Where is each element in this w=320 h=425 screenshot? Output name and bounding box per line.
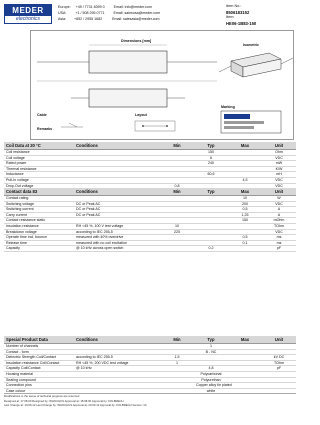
table-cell: 0,5 [228, 207, 262, 213]
item-no-label: Item No.: [226, 4, 242, 8]
table-cell: Case colour [4, 388, 74, 394]
column-header: Max [228, 336, 262, 344]
footer-line: Last Change at: 19.09.12 Last Change by: WHOCHUS Approval at: 20.09.12 Approval by: KOLBRECH Version: 10 [4, 403, 147, 407]
table-header-row [4, 142, 296, 150]
table-row [4, 246, 296, 252]
table-cell: 0,1 [228, 240, 262, 246]
table-cell: according to IEC 255-5 [74, 355, 160, 361]
column-header: Max [228, 188, 262, 196]
contact-region: Europe: [58, 5, 71, 9]
table-cell: 10 [228, 196, 262, 202]
table-cell: pF [262, 246, 296, 252]
table-cell: VDC [262, 183, 296, 189]
table-cell: 60,6 [194, 172, 228, 178]
column-header: Unit [262, 188, 296, 196]
table-cell: 4,8 [194, 366, 228, 372]
table-cell: 150 [194, 150, 228, 156]
contact-phone: +49 / 7731 8399 0 [75, 5, 105, 9]
table-cell: Housing material [4, 371, 74, 377]
table-cell [160, 246, 194, 252]
table-cell: 10 [160, 223, 194, 229]
table-cell: mH [262, 172, 296, 178]
table-cell: VDC [262, 177, 296, 183]
table-cell: RH <45 %, 200 VDC test voltage [74, 360, 160, 366]
table-cell: Number of channels [4, 344, 74, 350]
table-cell: @ 10 kHz [74, 366, 160, 372]
column-header: Min [160, 336, 194, 344]
layout-label: Layout [135, 113, 147, 117]
meder-logo [4, 4, 52, 24]
table-cell: mOhm [262, 218, 296, 224]
table-cell: DC or Peak AC [74, 207, 160, 213]
table-cell: kV DC [262, 355, 296, 361]
table-cell: Drop-Out voltage [4, 183, 74, 189]
contact-row-asia [58, 16, 159, 22]
layout-schematic [135, 121, 175, 131]
table-cell: A [262, 207, 296, 213]
table-cell: Release time [4, 240, 74, 246]
table-cell: Contact resistance static [4, 218, 74, 224]
column-header: Unit [262, 336, 296, 344]
column-header: Conditions [74, 336, 160, 344]
table-cell: Copper alloy tin plated [196, 383, 232, 388]
column-header: Coil Data at 20 °C [4, 142, 74, 150]
table-cell: A [262, 212, 296, 218]
drawing-svg [31, 31, 293, 139]
table-cell: Rated power [4, 161, 74, 167]
table-cell: Connection pins [4, 383, 74, 389]
technical-drawing [30, 30, 294, 140]
table-cell: DC or Peak AC [74, 201, 160, 207]
table-cell: Insulation resistance [4, 223, 74, 229]
table-header-row [4, 188, 296, 196]
table-cell: DC or Peak AC [74, 212, 160, 218]
table-cell: Breakdown voltage [4, 229, 74, 235]
table-cell: 0,2 [194, 246, 228, 252]
table-cell: TOhm [262, 360, 296, 366]
column-header: Special Product Data [4, 336, 74, 344]
contact-email[interactable]: salesasia@meder.com [123, 17, 160, 21]
table-cell: 0,8 [160, 183, 194, 189]
table-cell: 200 [228, 201, 262, 207]
column-header: Typ [194, 336, 228, 344]
contact-phone: +852 / 2955 1682 [74, 17, 103, 21]
table-cell: W [262, 196, 296, 202]
schematic-symbol [61, 123, 83, 127]
coil-data-table [4, 142, 296, 189]
footer-line: Modifications in the sense of technical progress are reserved [4, 394, 80, 398]
column-header: Min [160, 188, 194, 196]
table-cell: white [194, 388, 228, 394]
table-cell: Ohm [262, 150, 296, 156]
table-cell: Polyurethan [194, 377, 228, 383]
item-info [226, 4, 296, 26]
table-cell: Thermal resistance [4, 166, 74, 172]
marking-box [221, 111, 281, 133]
table-cell: @ 10 kHz across open switch [74, 246, 160, 252]
contact-email-label: Email: [113, 11, 124, 15]
table-cell: measured with no coil excitation [74, 240, 160, 246]
logo-text: MEDER [5, 5, 51, 16]
column-header: Contact data 83 [4, 188, 74, 196]
table-cell: Switching voltage [4, 201, 74, 207]
contact-phone: +1 / 508 295 0771 [75, 11, 105, 15]
table-cell: Dielectric Strength Coil/Contact [4, 355, 74, 361]
contact-region: USA: [58, 11, 67, 15]
table-cell: VDC [262, 229, 296, 235]
table-cell: 225 [160, 229, 194, 235]
isometric-view [219, 53, 293, 77]
table-cell: Polycarbonat [194, 371, 228, 377]
contact-email-label: Email: [113, 5, 124, 9]
table-cell [228, 246, 262, 252]
table-cell: Carry current [4, 212, 74, 218]
table-cell: ms [262, 240, 296, 246]
table-cell: K/W [262, 166, 296, 172]
contact-email[interactable]: salesusa@meder.com [124, 11, 161, 15]
table-cell: VDC [262, 155, 296, 161]
table-cell: Sealing compound [4, 377, 74, 383]
isometric-label: Isometric [243, 43, 259, 47]
table-cell: ms [262, 235, 296, 241]
table-cell: VDC [262, 201, 296, 207]
column-header: Conditions [74, 188, 160, 196]
table-cell: Inductance [4, 172, 74, 178]
contact-data-table [4, 188, 296, 252]
table-cell: Capacity [4, 246, 74, 252]
relay-body-side [89, 51, 167, 73]
table-cell: RH <45 %, 100 V test voltage [74, 223, 160, 229]
table-cell: 0,5 [228, 235, 262, 241]
table-cell: measured with 40% overdrive [74, 235, 160, 241]
table-cell: Contact - form [4, 349, 74, 355]
table-header-row [4, 336, 296, 344]
table-cell: 240 [194, 161, 228, 167]
table-cell: 150 [228, 218, 262, 224]
column-header: Unit [262, 142, 296, 150]
footer-line: Designed at: 17.08.00 Designed by: WHOCHUS Approval at: 18.08.00 Approval by: KOLBRECH [4, 398, 124, 403]
table-cell: 1,5 [160, 355, 194, 361]
table-cell: Capacity Coil/Contact [4, 366, 74, 372]
table-cell: 1 [194, 344, 228, 350]
logo-subtext: electronics [16, 16, 40, 22]
dimensions-title: Dimensions [mm] [121, 39, 152, 43]
column-header: Max [228, 142, 262, 150]
table-cell: Insulation resistance Coil/Contact [4, 360, 74, 366]
table-cell: 1,25 [228, 212, 262, 218]
table-cell: mW [262, 161, 296, 167]
table-cell: B - NC [194, 349, 228, 355]
table-cell: 4,5 [228, 177, 262, 183]
cable-label: Cable [37, 113, 47, 117]
marking-label: Marking [221, 105, 235, 109]
contact-region: Asia: [58, 17, 66, 21]
column-header: Typ [194, 142, 228, 150]
item-no-value: 8506183152 [226, 9, 250, 15]
table-cell: Operate time incl. bounce [4, 235, 74, 241]
relay-body-top [89, 89, 167, 107]
column-header: Typ [194, 188, 228, 196]
item-label: Item: [226, 15, 235, 19]
table-cell: Contact rating [4, 196, 74, 202]
table-cell: TOhm [262, 223, 296, 229]
table-cell: Coil resistance [4, 150, 74, 156]
table-cell: 6 [194, 155, 228, 161]
contact-email[interactable]: info@meder.com [124, 5, 152, 9]
table-cell: pF [262, 366, 296, 372]
table-cell: Pull-In voltage [4, 177, 74, 183]
footer [4, 394, 296, 408]
column-header: Conditions [74, 142, 160, 150]
contact-email-label: Email: [112, 17, 123, 21]
table-cell: 1 [160, 360, 194, 366]
item-value: HE06-1B83-150 [226, 20, 257, 26]
table-cell: according to IEC 255-5 [74, 229, 160, 235]
column-header: Min [160, 142, 194, 150]
remarks-label: Remarks [37, 127, 53, 131]
special-product-data-table [4, 336, 296, 394]
table-cell: Coil voltage [4, 155, 74, 161]
table-cell: Switching current [4, 207, 74, 213]
